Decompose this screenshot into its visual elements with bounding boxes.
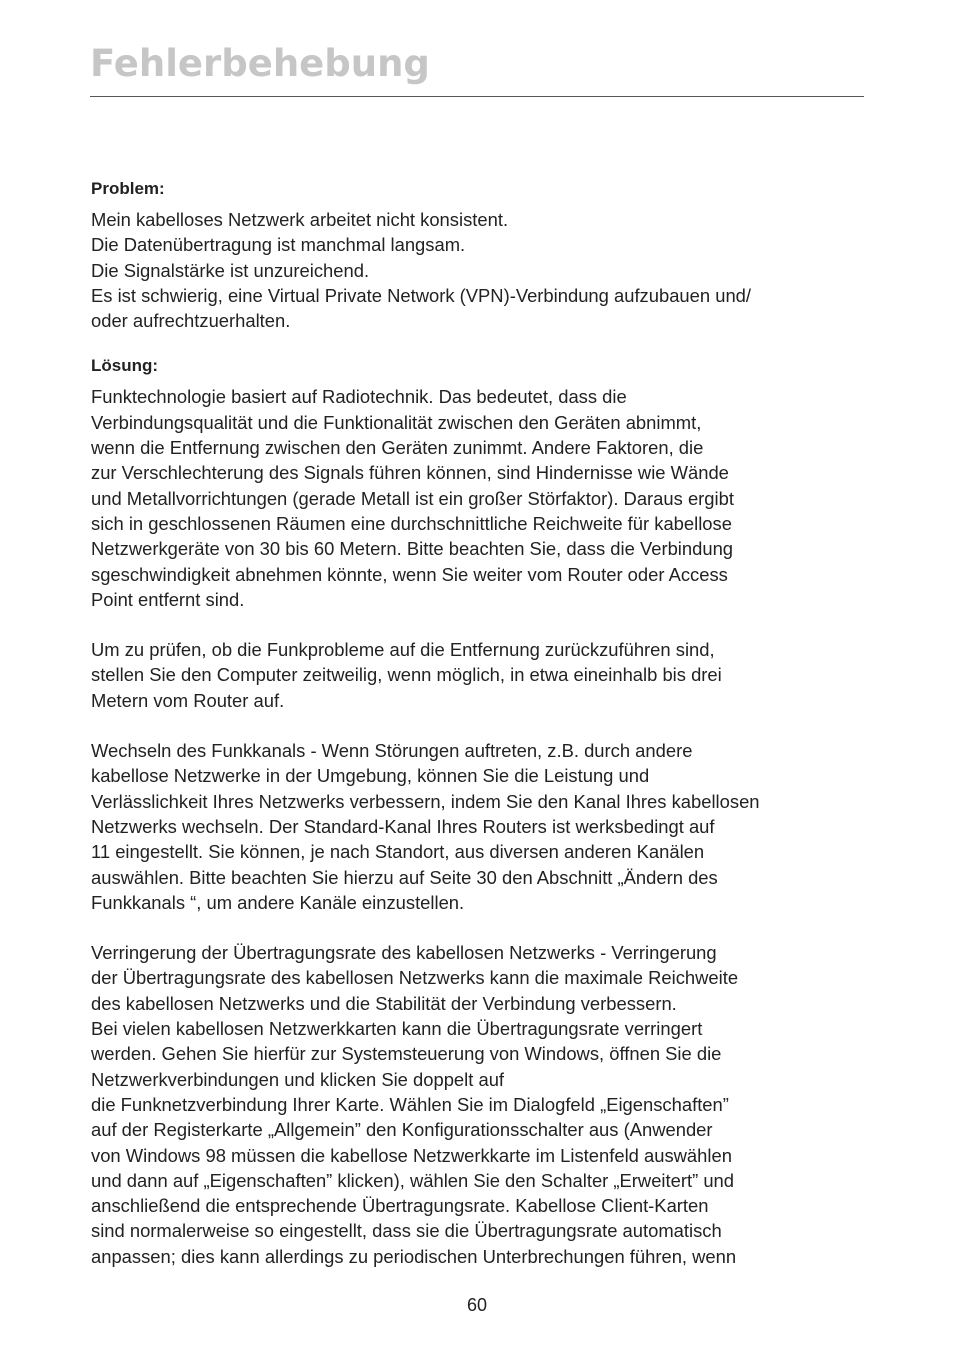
title-divider	[90, 96, 864, 97]
problem-line: oder aufrechtzuerhalten.	[91, 310, 291, 332]
paragraph-line: zur Verschlechterung des Signals führen können, sind Hindernisse wie Wände	[91, 462, 729, 484]
paragraph-line: Verringerung der Übertragungsrate des kabellosen Netzwerks - Verringerung	[91, 942, 717, 964]
solution-paragraph-2	[91, 637, 871, 713]
paragraph-line: von Windows 98 müssen die kabellose Netzwerkkarte im Listenfeld auswählen	[91, 1144, 732, 1166]
paragraph-line: Funktechnologie basiert auf Radiotechnik. Das bedeutet, dass die	[91, 386, 627, 408]
paragraph-line: Wechseln des Funkkanals - Wenn Störungen auftreten, z.B. durch andere	[91, 740, 693, 762]
paragraph-line: Metern vom Router auf.	[91, 689, 285, 711]
page-content	[91, 176, 871, 1269]
paragraph-line: Verlässlichkeit Ihres Netzwerks verbessern, indem Sie den Kanal Ihres kabellosen	[91, 790, 760, 812]
paragraph-line: anpassen; dies kann allerdings zu periodischen Unterbrechungen führen, wenn	[91, 1245, 737, 1267]
solution-paragraph-4	[91, 940, 871, 1269]
paragraph-line: sind normalerweise so eingestellt, dass sie die Übertragungsrate automatisch	[91, 1220, 722, 1242]
paragraph-line: auf der Registerkarte „Allgemein” den Konfigurationsschalter aus (Anwender	[91, 1119, 713, 1141]
paragraph-line: auswählen. Bitte beachten Sie hierzu auf Seite 30 den Abschnitt „Ändern des	[91, 866, 718, 888]
paragraph-line: Funkkanals “, um andere Kanäle einzustellen.	[91, 891, 465, 913]
paragraph-line: Bei vielen kabellosen Netzwerkkarten kann die Übertragungsrate verringert	[91, 1018, 703, 1040]
solution-heading: Lösung:	[91, 356, 159, 376]
solution-paragraph-3	[91, 738, 871, 915]
problem-text	[91, 207, 871, 333]
problem-line: Mein kabelloses Netzwerk arbeitet nicht konsistent.	[91, 209, 509, 230]
paragraph-line: des kabellosen Netzwerks und die Stabilität der Verbindung verbessern.	[91, 992, 677, 1014]
page-number: 60	[466, 1295, 488, 1315]
paragraph-line: stellen Sie den Computer zeitweilig, wenn möglich, in etwa eineinhalb bis drei	[91, 664, 722, 686]
paragraph-line: kabellose Netzwerke in der Umgebung, können Sie die Leistung und	[91, 765, 650, 787]
paragraph-line: Point entfernt sind.	[91, 588, 245, 610]
problem-line: Die Signalstärke ist unzureichend.	[91, 259, 370, 281]
paragraph-line: und Metallvorrichtungen (gerade Metall ist ein großer Störfaktor). Daraus ergibt	[91, 487, 734, 509]
paragraph-line: sgeschwindigkeit abnehmen könnte, wenn Sie weiter vom Router oder Access	[91, 563, 728, 585]
paragraph-line: Netzwerkverbindungen und klicken Sie doppelt auf	[91, 1068, 505, 1090]
paragraph-line: und dann auf „Eigenschaften” klicken), wählen Sie den Schalter „Erweitert” und	[91, 1169, 735, 1191]
paragraph-line: sich in geschlossenen Räumen eine durchschnittliche Reichweite für kabellose	[91, 512, 732, 534]
paragraph-line: werden. Gehen Sie hierfür zur Systemsteuerung von Windows, öffnen Sie die	[91, 1043, 722, 1065]
paragraph-line: 11 eingestellt. Sie können, je nach Standort, aus diversen anderen Kanälen	[91, 841, 705, 863]
paragraph-line: Netzwerkgeräte von 30 bis 60 Metern. Bitte beachten Sie, dass die Verbindung	[91, 538, 734, 560]
paragraph-line: wenn die Entfernung zwischen den Geräten zunimmt. Andere Faktoren, die	[91, 437, 704, 459]
solution-paragraph-1	[91, 384, 871, 612]
paragraph-line: anschließend die entsprechende Übertragungsrate. Kabellose Client-Karten	[91, 1195, 709, 1217]
paragraph-line: Netzwerks wechseln. Der Standard-Kanal Ihres Routers ist werksbedingt auf	[91, 815, 715, 837]
paragraph-line: die Funknetzverbindung Ihrer Karte. Wählen Sie im Dialogfeld „Eigenschaften”	[91, 1093, 729, 1115]
page-title: Fehlerbehebung	[90, 42, 430, 85]
paragraph-line: der Übertragungsrate des kabellosen Netzwerks kann die maximale Reichweite	[91, 967, 739, 989]
paragraph-line: Verbindungsqualität und die Funktionalität zwischen den Geräten abnimmt,	[91, 411, 702, 433]
paragraph-line: Um zu prüfen, ob die Funkprobleme auf die Entfernung zurückzuführen sind,	[91, 639, 715, 661]
problem-line: Die Datenübertragung ist manchmal langsam.	[91, 234, 466, 256]
problem-heading: Problem:	[91, 179, 165, 198]
problem-line: Es ist schwierig, eine Virtual Private Network (VPN)-Verbindung aufzubauen und/	[91, 284, 752, 306]
